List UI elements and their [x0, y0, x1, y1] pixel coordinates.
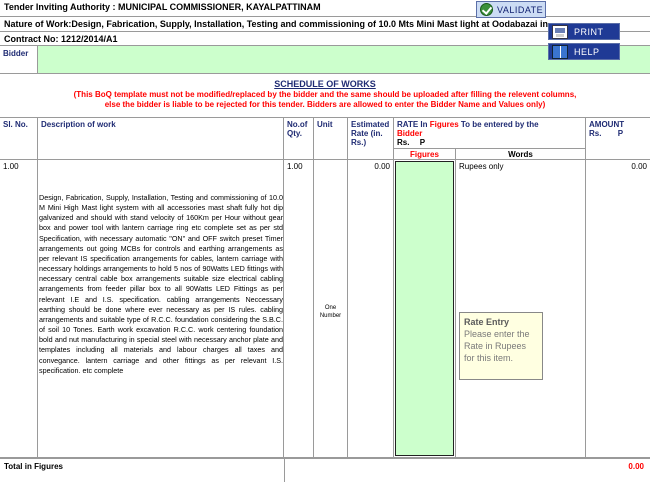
rate-header-suffix: To be entered by the	[460, 120, 539, 129]
total-value: 0.00	[628, 462, 644, 471]
tooltip-body: Please enter the Rate in Rupees for this item.	[464, 329, 530, 363]
column-header-unit: Unit	[314, 118, 348, 160]
item-qty-cell	[284, 160, 314, 458]
item-estimated-rate: 0.00	[374, 162, 390, 171]
column-header-amount	[586, 118, 650, 160]
rate-header-p: P	[419, 138, 426, 147]
schedule-title: SCHEDULE OF WORKS	[274, 79, 376, 89]
help-book-icon	[552, 45, 568, 59]
tender-authority-line: Tender Inviting Authority : MUNICIPAL COMMISSIONER, KAYALPATTINAM	[0, 0, 650, 17]
schedule-note-line-1: (This BoQ template must not be modified/replaced by the bidder and the same should be uploaded after filling the relevent columns,	[73, 90, 577, 99]
column-header-figures: Figures	[394, 148, 456, 160]
checkmark-icon	[480, 3, 493, 16]
schedule-note-line-2: else the bidder is liable to be rejected for this tender. Bidders are allowed to enter the Bidder Name and Values only)	[104, 100, 546, 109]
help-button-label: HELP	[574, 46, 600, 57]
schedule-heading	[0, 74, 650, 118]
item-amount-cell	[586, 160, 650, 458]
column-header-qty: No.of Qty.	[284, 118, 314, 160]
column-header-words: Words	[456, 148, 586, 160]
item-qty: 1.00	[287, 162, 303, 171]
item-sl-no-cell	[0, 160, 38, 458]
amount-header-label: AMOUNT	[589, 120, 625, 129]
validate-button-label: VALIDATE	[497, 4, 544, 15]
item-description: Design, Fabrication, Supply, Installation, Testing and commissioning of 10.0 M Mini High Mast light system with all accessories mast shaft fully hot dip galvanized and should with stand velocity of 160Km per Hour without gear box and power tool with lantern carriage ring etc complete set as per std Specification, with necessary automatic "ON" and OFF switch preset Timer arrangements out going MCBs for controls and earthing arrangements as per relevant IS specification arrangements for cables, lantern carriage with necessary holdings arrangements to hold 5 nos of 90Watts LED fittings with necessary central cable box arrangements suitable size electrical cabling arrangements from feeder pillar box to all 90Watts LED Fittings as per relevant I.E and I.S. specification. cabling arrangements Neccessary earthing should be done where ever necessary as per IS rules. cabling arrangements and suitable type of R.C.C. foundation considering the S.B.C. of soil 10 Tones. Earth work excavation R.C.C. work centering foundation bold and nut manufacturing in special steel with necessary anchor plate and templates including all materials and labour charges all taxes and convegance. lantern carriage and other fittings as per relevant I.S. specification. etc complete	[39, 193, 283, 375]
rate-figures-input[interactable]	[395, 161, 454, 456]
amount-header-rs: Rs.	[589, 129, 602, 138]
print-button[interactable]	[548, 23, 620, 40]
rate-header-figures-word: Figures	[429, 120, 459, 129]
help-button[interactable]	[548, 43, 620, 60]
column-header-sl-no: Sl. No.	[0, 118, 38, 160]
total-label: Total in Figures	[4, 462, 63, 471]
contract-number-line: Contract No: 1212/2014/A1	[0, 32, 650, 46]
item-sl-no: 1.00	[3, 162, 19, 171]
validate-button[interactable]	[476, 1, 546, 18]
item-amount: 0.00	[631, 162, 647, 171]
column-header-description: Description of work	[38, 118, 284, 160]
total-divider	[284, 459, 285, 482]
item-rate-figures-cell	[394, 160, 456, 458]
bidder-label: Bidder	[0, 46, 38, 74]
printer-icon	[552, 25, 568, 39]
schedule-note	[0, 90, 650, 110]
column-header-estimated-rate: Estimated Rate (in. Rs.)	[348, 118, 394, 160]
print-button-label: PRINT	[574, 26, 604, 37]
tooltip-title: Rate Entry	[464, 317, 510, 327]
nature-of-work-line: Nature of Work:Design, Fabrication, Supply, Installation, Testing and commissioning of 10.0 Mts Mini Mast light at Oodabazai in	[0, 17, 650, 32]
item-estimated-rate-cell	[348, 160, 394, 458]
total-row	[0, 458, 650, 482]
item-rate-words: Rupees only	[459, 162, 504, 171]
column-header-rate	[394, 118, 586, 148]
rate-header-rs: Rs.	[397, 138, 410, 147]
item-unit: One Number	[319, 305, 342, 319]
rate-entry-tooltip	[459, 312, 543, 380]
rate-header-bidder: Bidder	[397, 129, 423, 138]
amount-header-p: P	[617, 129, 624, 138]
item-rate-words-cell	[456, 160, 586, 458]
rate-header-prefix: RATE In	[397, 120, 428, 129]
item-unit-cell	[314, 160, 348, 458]
